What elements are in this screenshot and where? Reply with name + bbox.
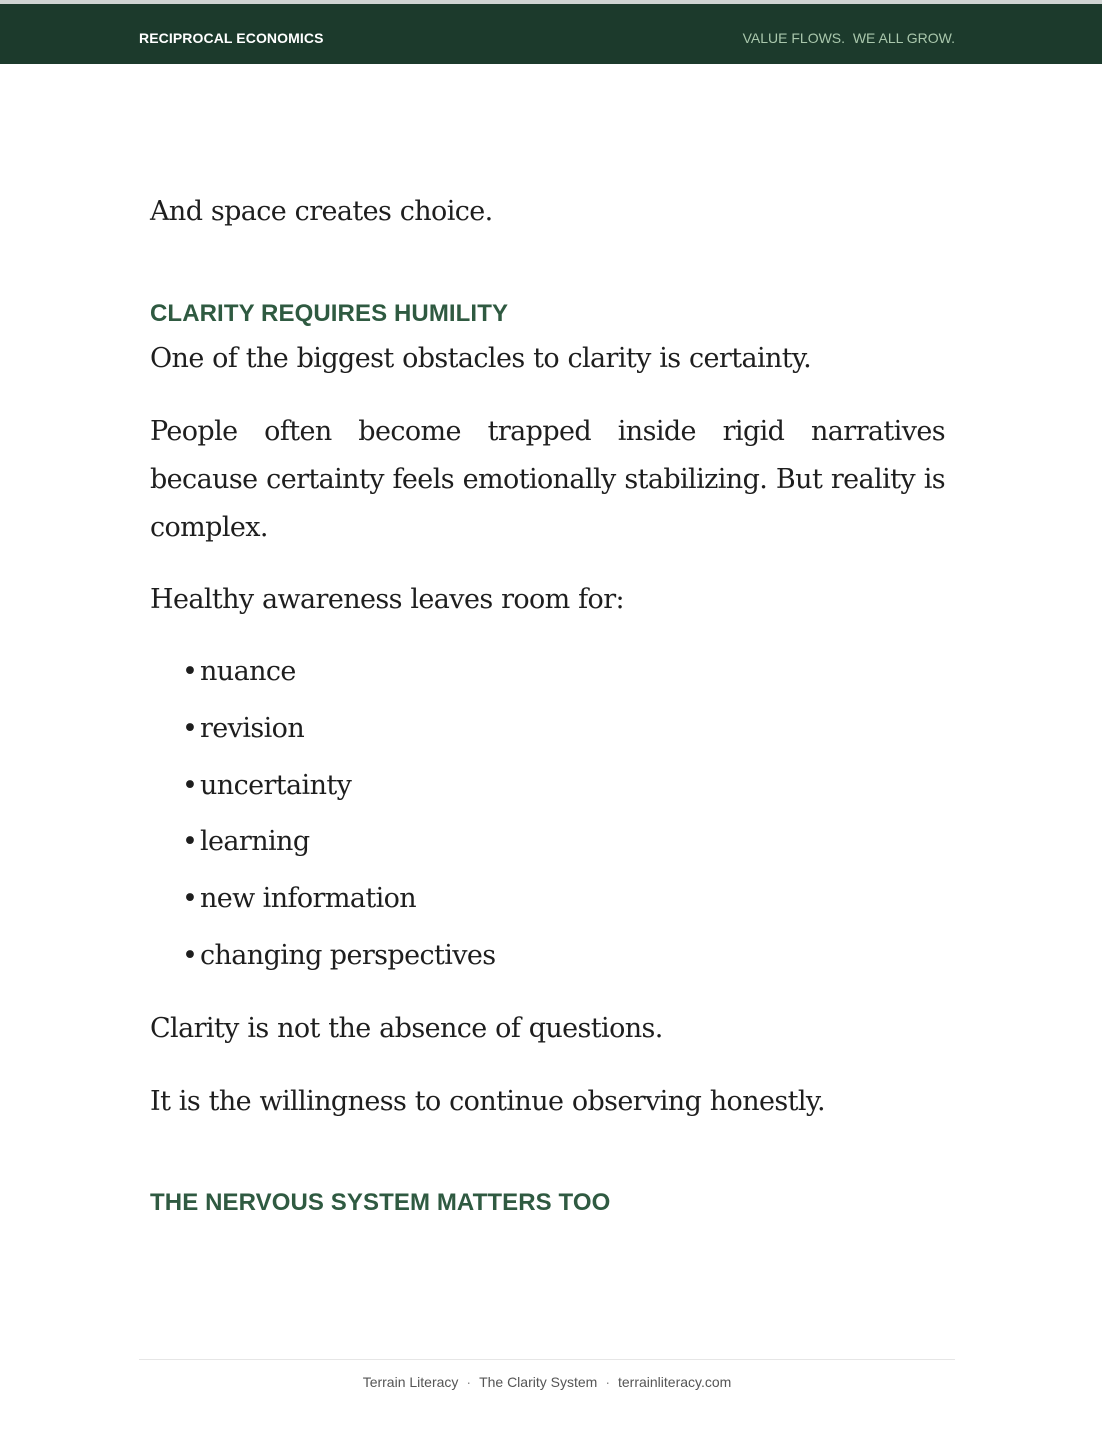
paragraph-certainty: One of the biggest obstacles to clarity is certainty. [150, 343, 812, 374]
list-item-text: uncertainty [200, 769, 352, 801]
list-item-text: learning [200, 826, 310, 858]
list-item-text: revision [200, 712, 305, 744]
list-item-text: changing perspectives [200, 939, 496, 971]
section-heading-nervous-system: THE NERVOUS SYSTEM MATTERS TOO [150, 1189, 611, 1216]
awareness-list [182, 648, 496, 989]
footer-link-website[interactable]: terrainliteracy.com [617, 1374, 732, 1390]
list-item [182, 818, 496, 875]
bullet-icon: • [182, 939, 198, 971]
bullet-icon: • [182, 712, 198, 744]
footer-link-terrain-literacy[interactable]: Terrain Literacy [362, 1374, 459, 1390]
list-item [182, 932, 496, 989]
bullet-icon: • [182, 883, 198, 915]
list-item [182, 762, 496, 819]
list-item [182, 875, 496, 932]
site-footer [139, 1374, 955, 1390]
section-heading-clarity: CLARITY REQUIRES HUMILITY [150, 300, 509, 327]
intro-paragraph: And space creates choice. [150, 196, 493, 227]
paragraph-observing: It is the willingness to continue observing honestly. [150, 1086, 825, 1117]
footer-separator: · [605, 1374, 610, 1390]
list-item [182, 648, 496, 705]
footer-link-clarity-system[interactable]: The Clarity System [479, 1374, 598, 1390]
site-tagline: VALUE FLOWS. WE ALL GROW. [742, 30, 955, 46]
paragraph-questions: Clarity is not the absence of questions. [150, 1013, 663, 1044]
paragraph-narratives: People often become trapped inside rigid narratives because certainty feels emotionally stabilizing. But reality is complex. [150, 416, 945, 543]
footer-divider [139, 1359, 955, 1360]
list-item [182, 705, 496, 762]
bullet-icon: • [182, 826, 198, 858]
site-header [0, 4, 1102, 64]
list-item-text: new information [200, 883, 417, 915]
site-brand[interactable]: RECIPROCAL ECONOMICS [139, 30, 324, 46]
paragraph-awareness: Healthy awareness leaves room for: [150, 584, 625, 615]
bullet-icon: • [182, 656, 198, 687]
footer-separator: · [466, 1374, 472, 1390]
list-item-text: nuance [200, 656, 296, 687]
bullet-icon: • [182, 769, 198, 801]
